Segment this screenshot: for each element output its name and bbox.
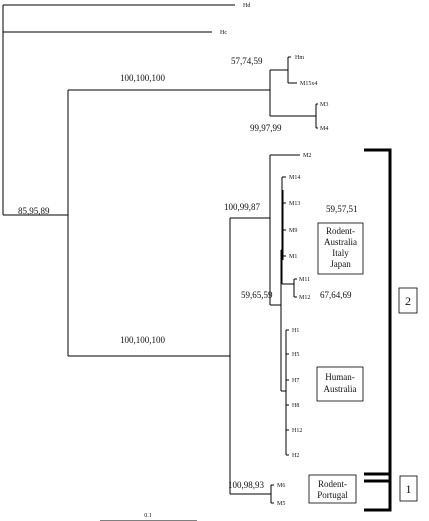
group-1-box — [400, 476, 417, 501]
box-line-2: Australia — [324, 237, 357, 247]
box-line-3: Italy — [332, 248, 349, 258]
leaf-label-m13: M13 — [289, 201, 301, 207]
leaf-label-m1: M1 — [289, 254, 298, 260]
support-m11m12-clade: 67,64,69 — [320, 290, 352, 300]
support-values — [18, 56, 358, 490]
leaf-label-h8: H8 — [292, 403, 300, 409]
leaf-label-h2: H2 — [292, 453, 300, 459]
support-outer-clade: 100,100,100 — [120, 73, 165, 83]
box-human-australia — [317, 367, 363, 401]
leaf-label-m6: M6 — [277, 483, 286, 489]
leaf-label-m2: M2 — [303, 153, 312, 159]
scale-bar — [100, 513, 197, 521]
leaf-label-hc: Hc — [220, 30, 227, 36]
support-group2-clade: 100,99,87 — [224, 202, 260, 212]
leaf-label-m3: M3 — [320, 102, 329, 108]
box-line-1: Rodent- — [326, 226, 355, 236]
group-1-bracket — [364, 474, 390, 510]
group-2-number: 2 — [405, 294, 411, 308]
leaf-label-h1: H1 — [292, 328, 300, 334]
support-mid-clade: 59,65,59 — [241, 290, 273, 300]
leaf-label-hm: Hm — [295, 55, 304, 61]
box-line-1: Human- — [325, 372, 355, 382]
leaf-label-m9: M9 — [289, 228, 298, 234]
support-portugal-clade: 100,98,93 — [228, 480, 264, 490]
box-line-2: Australia — [323, 384, 357, 394]
support-lower-clade: 100,100,100 — [120, 335, 165, 345]
leaf-label-m14: M14 — [289, 175, 301, 181]
leaf-label-m12: M12 — [299, 295, 311, 301]
group-2-box — [399, 288, 417, 313]
box-rodent-australia-italy-japan — [318, 223, 363, 274]
box-line-1: Rodent- — [318, 479, 347, 489]
support-m3m4-clade: 99,97,99 — [250, 123, 282, 133]
support-root-clade: 85,95,89 — [18, 206, 50, 216]
leaf-label-h5: H5 — [292, 352, 300, 358]
leaf-label-m4: M4 — [320, 126, 329, 132]
leaf-labels — [220, 3, 328, 507]
box-line-4: Japan — [330, 259, 351, 269]
leaf-label-m15x4: M15x4 — [300, 81, 318, 87]
leaf-label-m5: M5 — [277, 501, 286, 507]
group-2-bracket — [364, 150, 390, 481]
box-line-2: Portugal — [317, 490, 348, 500]
leaf-label-h12: H12 — [292, 428, 303, 434]
box-rodent-portugal — [309, 475, 356, 503]
leaf-label-h7: H7 — [292, 378, 300, 384]
leaf-label-m11: M11 — [299, 277, 311, 283]
support-rodent-aij-clade: 59,57,51 — [326, 204, 358, 214]
group-1-number: 1 — [405, 482, 412, 496]
scale-bar-label: 0.1 — [144, 513, 152, 519]
support-hm-clade: 57,74,59 — [231, 56, 263, 66]
leaf-label-hd: Hd — [243, 3, 251, 9]
